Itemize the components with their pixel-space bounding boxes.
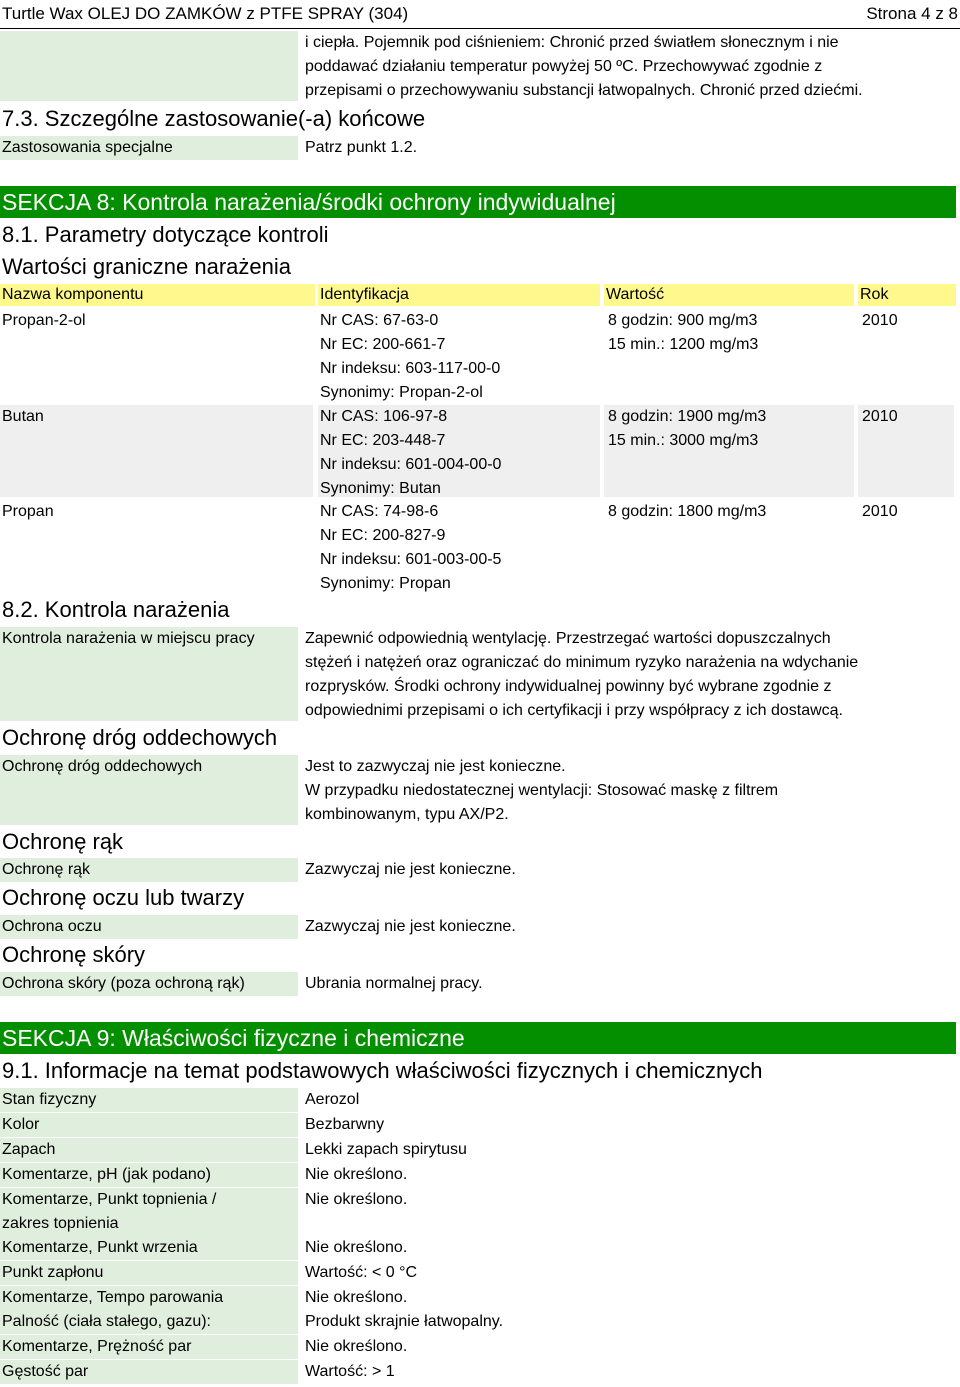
- header-rule: [0, 28, 960, 29]
- table-cell-year: 2010: [862, 312, 898, 329]
- table-header-id: Identyfikacja: [318, 284, 600, 306]
- text-line: Jest to zazwyczaj nie jest konieczne.: [305, 758, 566, 775]
- property-label: Stan fizyczny: [0, 1088, 298, 1112]
- storage-line: i ciepła. Pojemnik pod ciśnieniem: Chronić przed światłem słonecznym i nie: [305, 34, 839, 51]
- id-line: Nr EC: 203-448-7: [320, 432, 446, 449]
- property-label: Komentarze, Prężność par: [0, 1335, 298, 1359]
- property-label: Gęstość par: [0, 1360, 298, 1384]
- id-line: Synonimy: Propan: [320, 575, 451, 592]
- subsection-heading: Ochronę oczu lub twarzy: [2, 885, 245, 910]
- field-value: Zazwyczaj nie jest konieczne.: [305, 918, 516, 935]
- field-label: Ochrona oczu: [0, 915, 298, 939]
- text-line: W przypadku niedostatecznej wentylacji: Stosować maskę z filtrem: [305, 782, 779, 799]
- value-line: 8 godzin: 1800 mg/m3: [608, 503, 767, 520]
- value-line: 8 godzin: 900 mg/m3: [608, 312, 758, 329]
- subsection-heading: Ochronę dróg oddechowych: [2, 725, 278, 750]
- field-value: [305, 755, 778, 827]
- table-cell-name: Propan-2-ol: [2, 312, 86, 329]
- label-line: zakres topnienia: [2, 1215, 119, 1232]
- label-line: Komentarze, Punkt topnienia /: [2, 1191, 217, 1208]
- table-cell-name: Butan: [2, 408, 44, 425]
- property-value: Nie określono.: [305, 1166, 408, 1183]
- property-label: Komentarze, pH (jak podano): [0, 1163, 298, 1187]
- table-header-year: Rok: [858, 284, 956, 306]
- field-value: [305, 627, 858, 723]
- table-cell-id: [320, 309, 500, 405]
- text-line: stężeń i natężeń oraz ograniczać do minimum ryzyko narażenia na wdychanie: [305, 654, 859, 671]
- property-label: Komentarze, Tempo parowania: [0, 1286, 298, 1310]
- id-line: Nr indeksu: 601-004-00-0: [320, 456, 502, 473]
- table-header-value: Wartość: [604, 284, 854, 306]
- subsection-heading: Ochronę rąk: [2, 829, 124, 854]
- storage-line: poddawać działaniu temperatur powyżej 50 ºC. Przechowywać zgodnie z: [305, 58, 823, 75]
- table-cell-id: [320, 500, 501, 596]
- text-line: rozprysków. Środki ochrony indywidualnej powinny być wybrane zgodnie z: [305, 678, 832, 695]
- property-value: Nie określono.: [305, 1239, 408, 1256]
- value-line: 15 min.: 3000 mg/m3: [608, 432, 759, 449]
- table-cell-year: 2010: [862, 503, 898, 520]
- field-label: Zastosowania specjalne: [0, 136, 298, 160]
- property-value: Bezbarwny: [305, 1116, 385, 1133]
- field-value: Ubrania normalnej pracy.: [305, 975, 483, 992]
- table-cell-value: [608, 405, 766, 453]
- storage-text: [305, 31, 863, 103]
- subsection-heading: 8.2. Kontrola narażenia: [2, 597, 230, 622]
- section-9-title: SEKCJA 9: Właściwości fizyczne i chemiczne: [0, 1022, 956, 1054]
- subsection-heading: 7.3. Szczególne zastosowanie(-a) końcowe: [2, 106, 426, 131]
- text-line: Zapewnić odpowiednią wentylację. Przestrzegać wartości dopuszczalnych: [305, 630, 831, 647]
- field-value: Zazwyczaj nie jest konieczne.: [305, 861, 516, 878]
- storage-line: przepisami o przechowywaniu substancji łatwopalnych. Chronić przed dziećmi.: [305, 82, 863, 99]
- table-cell-id: [320, 405, 501, 501]
- row-bg: [0, 405, 313, 497]
- property-label: Kolor: [0, 1113, 298, 1137]
- property-value: Produkt skrajnie łatwopalny.: [305, 1313, 504, 1330]
- property-value: Wartość: < 0 °C: [305, 1264, 418, 1281]
- table-cell-value: [608, 500, 766, 524]
- property-label: Zapach: [0, 1138, 298, 1162]
- field-value: Patrz punkt 1.2.: [305, 139, 418, 156]
- id-line: Synonimy: Butan: [320, 480, 441, 497]
- property-label: [0, 1188, 298, 1236]
- property-value: Nie określono.: [305, 1338, 408, 1355]
- subsection-heading: 9.1. Informacje na temat podstawowych właściwości fizycznych i chemicznych: [2, 1058, 763, 1083]
- id-line: Nr EC: 200-661-7: [320, 336, 446, 353]
- table-cell-name: Propan: [2, 503, 54, 520]
- property-label: Komentarze, Punkt wrzenia: [0, 1236, 298, 1260]
- property-value: Nie określono.: [305, 1191, 408, 1208]
- page-number: Strona 4 z 8: [866, 4, 958, 23]
- property-value: Nie określono.: [305, 1289, 408, 1306]
- property-label: Punkt zapłonu: [0, 1261, 298, 1285]
- text-line: odpowiednimi przepisami o ich certyfikacji i przy współpracy z ich dostawcą.: [305, 702, 843, 719]
- field-label: Ochronę dróg oddechowych: [2, 758, 203, 775]
- property-value: Wartość: > 1: [305, 1363, 395, 1380]
- field-label: Ochronę rąk: [0, 858, 298, 882]
- property-value: Lekki zapach spirytusu: [305, 1141, 467, 1158]
- id-line: Synonimy: Propan-2-ol: [320, 384, 483, 401]
- subsection-heading: 8.1. Parametry dotyczące kontroli: [2, 222, 329, 247]
- section-8-title: SEKCJA 8: Kontrola narażenia/środki ochrony indywidualnej: [0, 186, 956, 218]
- property-label: Palność (ciała stałego, gazu):: [0, 1310, 298, 1334]
- storage-label-cell: [0, 31, 298, 101]
- table-cell-value: [608, 309, 758, 357]
- document-title: Turtle Wax OLEJ DO ZAMKÓW z PTFE SPRAY (304): [2, 4, 409, 23]
- table-cell-year: 2010: [862, 408, 898, 425]
- id-line: Nr CAS: 67-63-0: [320, 312, 439, 329]
- subsection-heading: Wartości graniczne narażenia: [2, 254, 291, 279]
- field-label: Kontrola narażenia w miejscu pracy: [2, 630, 255, 647]
- id-line: Nr CAS: 106-97-8: [320, 408, 448, 425]
- value-line: 15 min.: 1200 mg/m3: [608, 336, 759, 353]
- value-line: 8 godzin: 1900 mg/m3: [608, 408, 767, 425]
- table-header-name: Nazwa komponentu: [0, 284, 315, 306]
- id-line: Nr EC: 200-827-9: [320, 527, 446, 544]
- property-value: Aerozol: [305, 1091, 360, 1108]
- subsection-heading: Ochronę skóry: [2, 942, 146, 967]
- id-line: Nr indeksu: 601-003-00-5: [320, 551, 502, 568]
- field-label: Ochrona skóry (poza ochroną rąk): [0, 972, 298, 996]
- text-line: kombinowanym, typu AX/P2.: [305, 806, 509, 823]
- id-line: Nr CAS: 74-98-6: [320, 503, 439, 520]
- id-line: Nr indeksu: 603-117-00-0: [320, 360, 501, 377]
